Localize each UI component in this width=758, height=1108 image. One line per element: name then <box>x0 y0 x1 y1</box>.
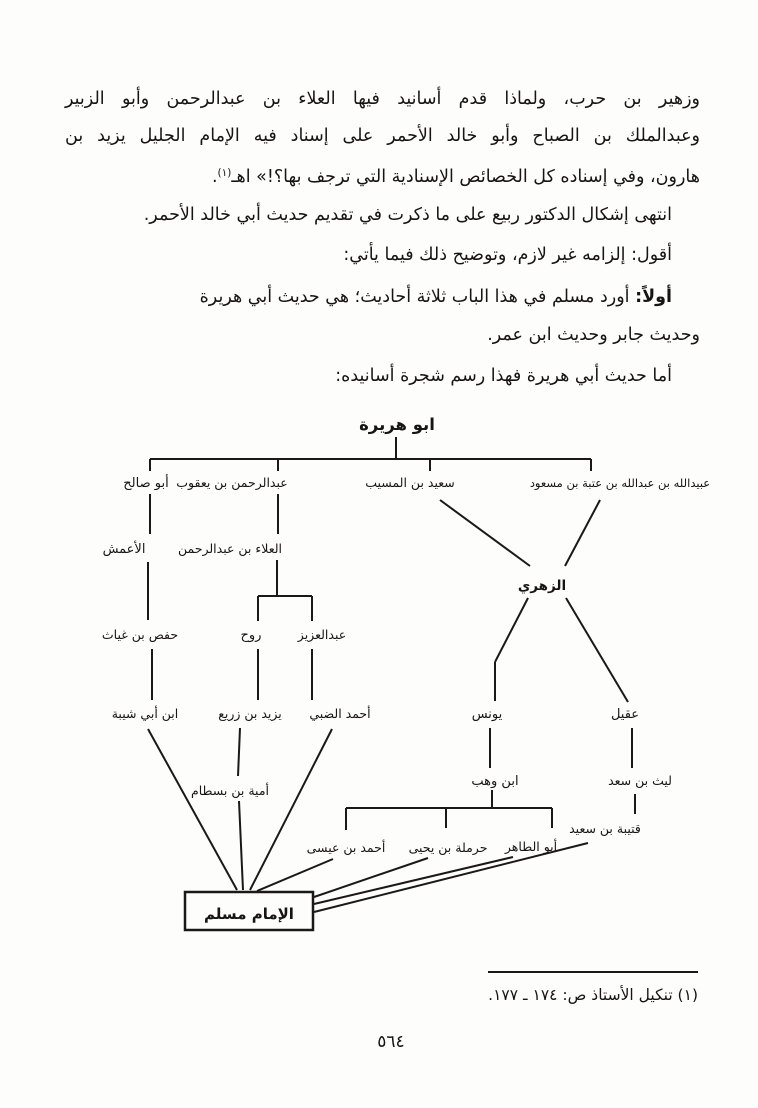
tree-node-abu-tahir: أبو الطاهر <box>504 839 558 854</box>
body-line-3-text: هارون، وفي إسناده كل الخصائص الإسنادية التي ترجف بها؟!» اهـ <box>231 167 700 187</box>
tree-node-ibn-abi-shaiba: ابن أبي شيبة <box>111 706 179 721</box>
body-line-5: أقول: إلزامه غير لازم، وتوضيح ذلك فيما يأتي: <box>343 245 672 265</box>
footnote-separator <box>488 971 698 973</box>
tree-node-abdulrahman-yaqub: عبدالرحمن بن يعقوب <box>176 475 288 490</box>
body-line-6-bold: أولاً: <box>635 287 672 307</box>
body-line-7: وحديث جابر وحديث ابن عمر. <box>487 325 700 345</box>
tree-node-said-musayyib: سعيد بن المسيب <box>365 475 455 490</box>
page-number: ٥٦٤ <box>377 1032 405 1052</box>
isnad-tree-diagram <box>0 405 758 960</box>
tree-node-abu-huraira: ابو هريرة <box>359 415 435 434</box>
tree-node-umayya-bistam: أمية بن بسطام <box>190 783 270 798</box>
body-line-3 <box>65 160 700 190</box>
footnote-ref-1: (١) <box>217 167 232 179</box>
tree-node-ahmad-dabbi: أحمد الضبي <box>309 706 371 721</box>
tree-node-alaa-abdulrahman: العلاء بن عبدالرحمن <box>177 541 283 556</box>
tree-node-ibn-wahb: ابن وهب <box>471 774 519 789</box>
tree-node-amash: الأعمش <box>102 542 146 557</box>
tree-node-yunus: يونس <box>471 707 503 722</box>
tree-node-abu-salih: أبو صالح <box>123 476 169 491</box>
connector-lines <box>148 437 635 912</box>
tree-node-zuhri: الزهري <box>517 578 567 594</box>
body-line-2: وعبدالملك بن الصباح وأبو خالد الأحمر على إسناد فيه الإمام الجليل يزيد بن <box>65 126 700 146</box>
body-line-8: أما حديث أبي هريرة فهذا رسم شجرة أسانيده: <box>335 366 672 386</box>
body-line-6 <box>65 284 672 310</box>
tree-node-abdulaziz: عبدالعزيز <box>297 627 347 642</box>
body-line-4: انتهى إشكال الدكتور ربيع على ما ذكرت في تقديم حديث أبي خالد الأحمر. <box>143 205 672 225</box>
body-line-3-period: . <box>211 167 218 187</box>
footnote-text: (١) تنكيل الأستاذ ص: ١٧٤ ـ ١٧٧. <box>488 986 698 1004</box>
tree-node-yazid-zurai: يزيد بن زريع <box>218 706 282 721</box>
tree-node-imam-muslim: الإمام مسلم <box>204 905 294 923</box>
body-line-6-text: أورد مسلم في هذا الباب ثلاثة أحاديث؛ هي حديث أبي هريرة <box>199 287 636 307</box>
tree-node-aqil: عقيل <box>610 707 640 722</box>
tree-node-ahmad-isa: أحمد بن عيسى <box>306 840 386 855</box>
tree-node-harmala-yahya: حرملة بن يحيى <box>408 840 488 855</box>
body-line-1: وزهير بن حرب، ولماذا قدم أسانيد فيها العلاء بن عبدالرحمن وأبو الزبير <box>65 89 700 109</box>
tree-node-hafs-ghiyath: حفص بن غياث <box>101 627 179 642</box>
tree-node-laith-saad: ليث بن سعد <box>608 773 672 788</box>
tree-node-ubaidullah: عبيدالله بن عبدالله بن عتبة بن مسعود <box>529 476 711 490</box>
tree-node-qutaiba-said: قتيبة بن سعيد <box>569 821 641 836</box>
tree-node-ruh: روح <box>240 628 262 643</box>
